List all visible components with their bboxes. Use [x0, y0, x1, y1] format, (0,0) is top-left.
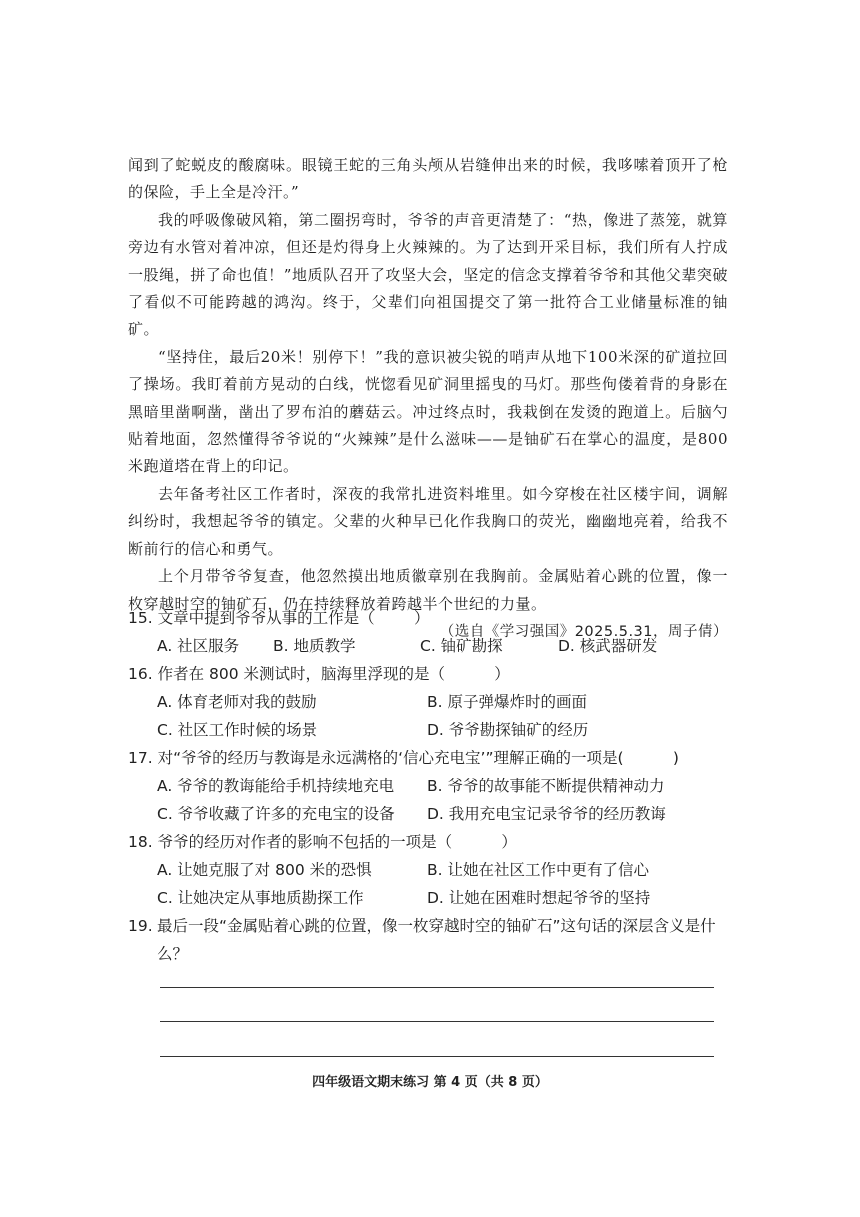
question-number: 18. [128, 833, 153, 851]
passage-paragraph: 闻到了蛇蜕皮的酸腐味。眼镜王蛇的三角头颅从岩缝伸出来的时候，我哆嗦着顶开了枪的保险，手上全是冷汗。” [128, 156, 728, 202]
option-c[interactable]: C. 铀矿勘探 [420, 637, 503, 655]
question-15 [128, 604, 728, 632]
question-stem: 最后一段“金属贴着心跳的位置，像一枚穿越时空的铀矿石”这句话的深层含义是什么？ [157, 917, 716, 963]
passage-paragraph: 上个月带爷爷复查，他忽然摸出地质徽章别在我胸前。金属贴着心跳的位置，像一枚穿越时空的铀矿石，仍在持续释放着跨越半个世纪的力量。 [128, 567, 728, 613]
option-d[interactable]: D. 让她在困难时想起爷爷的坚持 [427, 889, 651, 907]
answer-line[interactable] [160, 1056, 714, 1057]
option-c[interactable]: C. 社区工作时候的场景 [157, 721, 318, 739]
option-c[interactable]: C. 让她决定从事地质勘探工作 [157, 889, 364, 907]
option-d[interactable]: D. 核武器研发 [558, 637, 658, 655]
question-15-options [157, 632, 728, 660]
answer-line[interactable] [160, 1021, 714, 1022]
question-stem: 对“爷爷的经历与教诲是永远满格的‘信心充电宝’”理解正确的一项是( ) [157, 749, 679, 767]
option-b[interactable]: B. 爷爷的故事能不断提供精神动力 [427, 777, 665, 795]
question-stem: 文章中提到爷爷从事的工作是（ ） [157, 609, 430, 627]
option-c[interactable]: C. 爷爷收藏了许多的充电宝的设备 [157, 805, 395, 823]
passage-source: （选自《学习强国》2025.5.31，周子倩） [439, 623, 728, 640]
passage-paragraph: “坚持住，最后20米！别停下！”我的意识被尖锐的哨声从地下100米深的矿道拉回了操场。我盯着前方晃动的白线，恍惚看见矿洞里摇曳的马灯。那些佝偻着背的身影在黑暗里凿啊凿，凿出了罗布泊的蘑菇云。冲过终点时，我栽倒在发烫的跑道上。后脑勺贴着地面，忽然懂得爷爷说的“火辣辣”是什么滋味——是铀矿石在掌心的温度，是800米跑道塔在背上的印记。 [128, 347, 728, 476]
question-stem: 作者在 800 米测试时，脑海里浮现的是（ ） [157, 665, 510, 683]
option-b[interactable]: B. 地质教学 [273, 637, 356, 655]
question-16-options [157, 688, 728, 744]
option-a[interactable]: A. 让她克服了对 800 米的恐惧 [157, 861, 372, 879]
question-number: 19. [128, 917, 153, 935]
question-number: 15. [128, 609, 153, 627]
answer-line[interactable] [160, 987, 714, 988]
page-footer: 四年级语文期末练习 第 4 页（共 8 页） [312, 1075, 548, 1090]
question-18 [128, 828, 728, 856]
option-a[interactable]: A. 爷爷的教诲能给手机持续地充电 [157, 777, 395, 795]
question-number: 16. [128, 665, 153, 683]
option-b[interactable]: B. 让她在社区工作中更有了信心 [427, 861, 649, 879]
question-stem: 爷爷的经历对作者的影响不包括的一项是（ ） [157, 833, 517, 851]
question-number: 17. [128, 749, 153, 767]
option-d[interactable]: D. 我用充电宝记录爷爷的经历教诲 [427, 805, 666, 823]
option-a[interactable]: A. 社区服务 [157, 637, 240, 655]
question-18-options [157, 856, 728, 912]
question-16 [128, 660, 728, 688]
reading-passage [128, 152, 728, 646]
option-d[interactable]: D. 爷爷勘探铀矿的经历 [427, 721, 589, 739]
passage-paragraph: 去年备考社区工作者时，深夜的我常扎进资料堆里。如今穿梭在社区楼宇间，调解纠纷时，我想起爷爷的镇定。父辈的火种早已化作我胸口的荧光，幽幽地亮着，给我不断前行的信心和勇气。 [128, 484, 728, 558]
question-17-options [157, 772, 728, 828]
question-19 [128, 912, 728, 968]
option-a[interactable]: A. 体育老师对我的鼓励 [157, 693, 317, 711]
option-b[interactable]: B. 原子弹爆炸时的画面 [427, 693, 587, 711]
question-list [128, 604, 728, 968]
question-17 [128, 744, 728, 772]
passage-paragraph: 我的呼吸像破风箱，第二圈拐弯时，爷爷的声音更清楚了：“热，像进了蒸笼，就算旁边有水管对着冲凉，但还是灼得身上火辣辣的。为了达到开采目标，我们所有人拧成一股绳，拼了命也值！”地质队召开了攻坚大会，坚定的信念支撑着爷爷和其他父辈突破了看似不可能跨越的鸿沟。终于，父辈们向祖国提交了第一批符合工业储量标准的铀矿。 [128, 210, 728, 339]
